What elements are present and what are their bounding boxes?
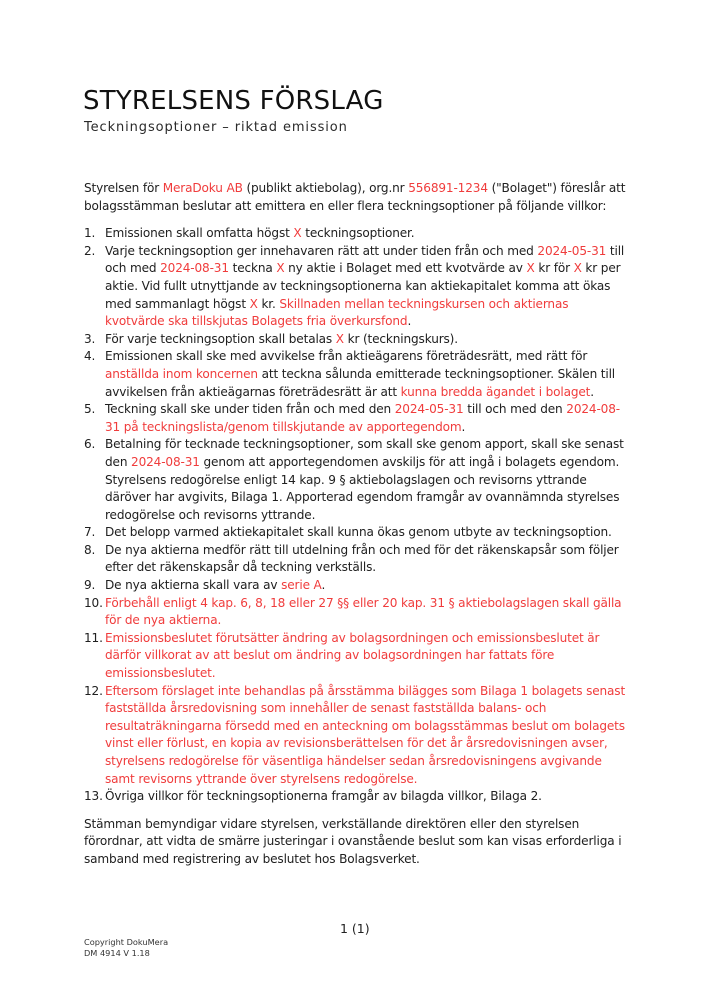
intro-text: Styrelsen för: [84, 181, 163, 195]
list-item: [84, 243, 630, 331]
list-item-number: 8.: [84, 542, 96, 557]
list-item-text: till och med den: [463, 402, 567, 417]
list-item-number: 6.: [84, 437, 96, 452]
page-number: 1 (1): [340, 921, 370, 936]
highlighted-value: Emissionsbeslutet förutsätter ändring av bolagsordningen och emissionsbeslutet är därför villkorat av att beslut om ändring av bolagsordningen har fattats före emissionsbeslutet.: [105, 630, 600, 681]
highlighted-value: X: [573, 261, 582, 276]
highlighted-value: 2024-08-31: [131, 454, 200, 469]
list-item-text: till och med: [105, 243, 625, 276]
highlighted-value: 2024-05-31: [394, 402, 464, 417]
list-item-text: Varje teckningsoption ger innehavaren rätt att under tiden från och med: [105, 243, 538, 258]
list-item-number: 1.: [84, 226, 96, 241]
list-item-text: genom att apportegendomen avskiljs för att ingå i bolagets egendom. Styrelsens redogörelse enligt 14 kap. 9 § aktiebolagslagen och revisorns yttrande däröver har avgivits, Bilaga 1. Apporterad egendom framgår av ovannämnda styrelses redogörelse och revisorns yttrande.: [105, 454, 620, 522]
list-item-text: teckna: [228, 261, 277, 276]
list-item-text: Emissionen skall omfatta högst: [105, 226, 294, 241]
document-subtitle: Teckningsoptioner – riktad emission: [84, 120, 348, 135]
closing-paragraph: Stämman bemyndigar vidare styrelsen, verkställande direktören eller den styrelsen förordnar, att vidta de smärre justeringar i ovanstående beslut som kan visas erforderliga i samband med registrering av beslutet hos Bolagsverket.: [84, 816, 622, 866]
list-item-number: 12.: [84, 683, 103, 698]
list-item-text: ny aktie i Bolaget med ett kvotvärde av: [284, 261, 527, 276]
list-item: [84, 630, 630, 683]
intro-text: (publikt aktiebolag), org.nr: [242, 181, 409, 195]
list-item: [84, 595, 630, 630]
highlighted-value: anställda inom koncernen: [105, 366, 258, 381]
list-item-text: De nya aktierna medför rätt till utdelning från och med för det räkenskapsår som följer efter det räkenskapsår då teckning verkställs.: [105, 542, 619, 575]
list-item-number: 10.: [84, 595, 103, 610]
highlighted-value: X: [249, 296, 258, 311]
list-item-text: kr (teckningskurs).: [343, 331, 458, 346]
list-item: [84, 401, 630, 436]
list-item-text: teckningsoptioner.: [301, 226, 415, 241]
list-item-text: Emissionen skall ske med avvikelse från aktieägarens företrädesrätt, med rätt för: [105, 349, 588, 364]
copyright-text: Copyright DokuMera: [84, 937, 169, 947]
list-item-text: .: [407, 314, 412, 329]
list-item-text: .: [461, 419, 466, 434]
list-item: [84, 436, 630, 524]
list-item-number: 11.: [84, 630, 103, 645]
highlighted-value: Förbehåll enligt 4 kap. 6, 8, 18 eller 27 §§ eller 20 kap. 31 § aktiebolagslagen skall gälla för de nya aktierna.: [105, 595, 622, 628]
list-item: [84, 788, 630, 806]
list-item-text: att teckna sålunda emitterade teckningsoptioner. Skälen till avvikelsen från aktieägarnas företrädesrätt är att: [105, 366, 616, 399]
list-item: [84, 542, 630, 577]
list-item-number: 3.: [84, 331, 96, 346]
list-item-text: kr för: [534, 261, 574, 276]
list-item-text: kr.: [257, 296, 280, 311]
list-item-text: För varje teckningsoption skall betalas: [105, 331, 336, 346]
footer: [84, 937, 168, 959]
highlighted-value: serie A: [281, 578, 322, 593]
list-item-text: kr per aktie. Vid fullt utnyttjande av teckningsoptionerna kan aktiekapitalet komma att ökas med sammanlagt högst: [105, 261, 621, 311]
intro-paragraph: [84, 180, 630, 215]
highlighted-value: Eftersom förslaget inte behandlas på årsstämma bilägges som Bilaga 1 bolagets senast fastställda årsredovisning som innehåller de senast fastställda balans- och resultaträkningarna försedd med en anteckning om bolagsstämmas beslut om bolagets vinst eller förlust, en kopia av revisionsberättelsen för det år årsredovisningen avser, styrelsens redogörelse för väsentliga händelser sedan årsredovisningens avgivande samt revisorns yttrande över styrelsens redogörelse.: [105, 683, 626, 786]
list-item-number: 13.: [84, 789, 103, 804]
list-item-text: Övriga villkor för teckningsoptionerna framgår av bilagda villkor, Bilaga 2.: [105, 789, 542, 804]
intro-text: ("Bolaget") föreslår att bolagsstämman beslutar att emittera en eller flera teckningsoptioner på följande villkor:: [84, 181, 626, 213]
conditions-list: [84, 225, 630, 806]
highlighted-value: X: [293, 226, 302, 241]
highlighted-value: 2024-05-31: [537, 243, 607, 258]
company-name: MeraDoku AB: [162, 181, 243, 195]
list-item: [84, 577, 630, 595]
list-item: [84, 331, 630, 349]
highlighted-value: X: [276, 261, 285, 276]
list-item-text: Teckning skall ske under tiden från och med den: [105, 402, 395, 417]
list-item-text: Det belopp varmed aktiekapitalet skall kunna ökas genom utbyte av teckningsoption.: [105, 525, 612, 540]
list-item-text: Betalning för tecknade teckningsoptioner, som skall ske genom apport, skall ske senast den: [105, 437, 624, 469]
highlighted-value: X: [526, 261, 535, 276]
list-item-number: 7.: [84, 525, 96, 540]
highlighted-value: X: [335, 331, 344, 346]
list-item-number: 4.: [84, 349, 96, 364]
list-item-number: 2.: [84, 243, 96, 258]
list-item: [84, 524, 630, 542]
list-item: [84, 348, 630, 401]
list-item: [84, 225, 630, 243]
highlighted-value: 2024-08-31 på teckningslista/genom tillskjutande av apportegendom: [105, 402, 620, 434]
list-item-text: .: [321, 578, 326, 593]
list-item: [84, 683, 630, 789]
org-number: 556891-1234: [408, 181, 488, 195]
list-item-text: .: [590, 384, 594, 399]
document-body: [84, 180, 630, 869]
list-item-text: De nya aktierna skall vara av: [105, 578, 282, 593]
list-item-number: 9.: [84, 578, 96, 593]
list-item-number: 5.: [84, 402, 96, 417]
highlighted-value: 2024-08-31: [160, 261, 229, 276]
document-id: DM 4914 V 1.18: [84, 948, 150, 958]
highlighted-value: Skillnaden mellan teckningskursen och aktiernas kvotvärde ska tillskjutas Bolagets fria överkursfond: [105, 296, 569, 329]
highlighted-value: kunna bredda ägandet i bolaget: [400, 384, 591, 399]
document-title: STYRELSENS FÖRSLAG: [83, 86, 384, 116]
